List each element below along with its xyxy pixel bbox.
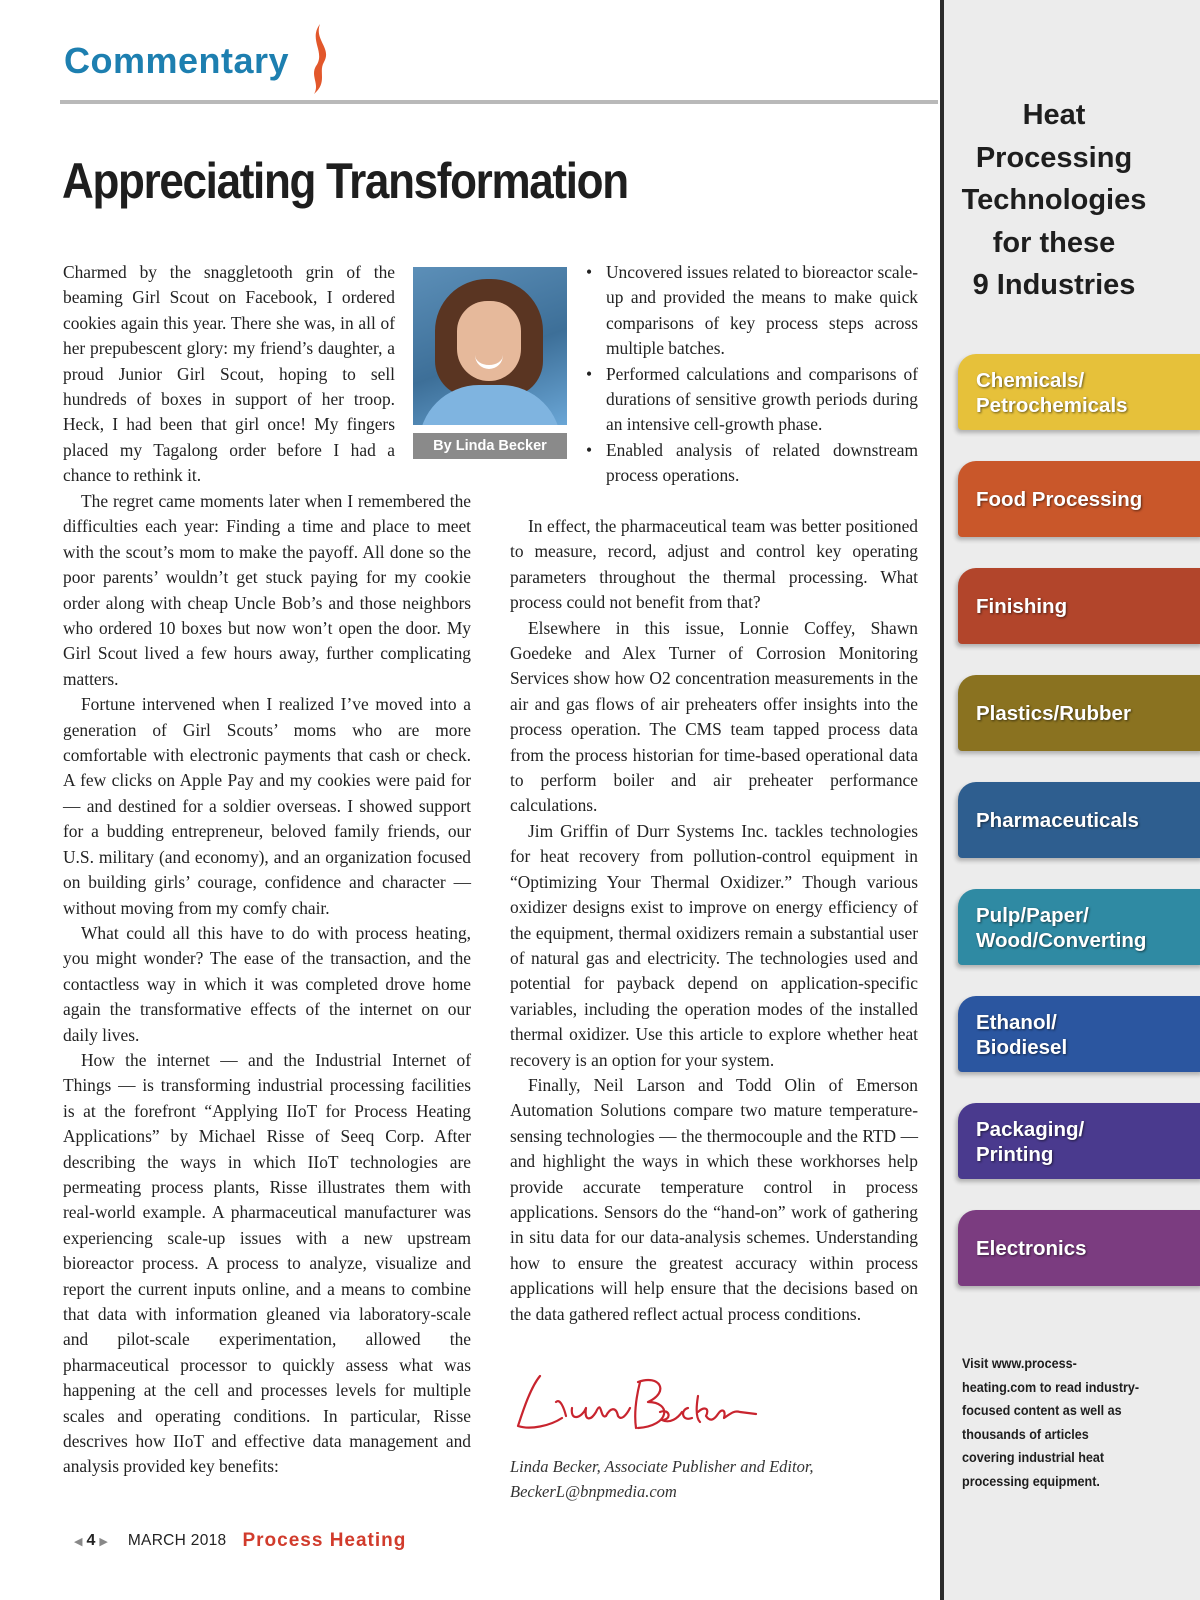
triangle-right-icon: ▶	[99, 1535, 108, 1548]
signature-caption: Linda Becker, Associate Publisher and Editor, BeckerL@bnpmedia.com	[510, 1454, 814, 1504]
list-item: • Uncovered issues related to bioreactor scale-up and provided the means to make quick comparisons of key process steps across multiple batches.	[586, 262, 918, 359]
industry-tab-label: Food Processing	[976, 488, 1143, 511]
industry-tab-label: Petrochemicals	[976, 394, 1128, 417]
author-photo	[413, 267, 567, 425]
industry-tab-label: Printing	[976, 1143, 1054, 1166]
industry-tab-label: Finishing	[976, 595, 1068, 618]
body-paragraph: Elsewhere in this issue, Lonnie Coffey, Shawn Goedeke and Alex Turner of Corrosion Monitoring Services show how O2 concentration measurements in the air and gas flows of air preheaters offer insights into the process operation. The CMS team tapped process data from the process historian for time-based operational data to perform boiler and air preheater performance calculations.	[510, 617, 918, 816]
industry-tab	[958, 996, 1200, 1072]
right-column	[510, 514, 918, 1327]
benefits-list	[586, 260, 918, 489]
body-paragraph: Jim Griffin of Durr Systems Inc. tackles technologies for heat recovery from pollution-control equipment in “Optimizing Your Thermal Oxidizer.” Though various oxidizer designs exist to improve on energy efficiency of the equipment, thermal oxidizers remain a substantial user of natural gas and electricity. The technologies used and potential for payback depend on application-specific variables, including the operation modes of the installed thermal oxidizer. Use this article to explore whether heat recovery is an option for your system.	[510, 820, 918, 1070]
body-paragraph: In effect, the pharmaceutical team was better positioned to measure, record, adjust and control key operating parameters throughout the thermal processing. What process could not benefit from that?	[510, 516, 918, 613]
industry-tab	[958, 889, 1200, 965]
page-footer	[74, 1528, 406, 1554]
industry-tab	[958, 354, 1200, 430]
list-item: • Enabled analysis of related downstream process operations.	[586, 439, 918, 486]
body-paragraph: Finally, Neil Larson and Todd Olin of Emerson Automation Solutions compare two mature temperature-sensing technologies — the thermocouple and the RTD — and highlight the ways in which these workhorses help provide accurate temperature control in process applications. Sensors do the “hand-on” work of gathering in situ data for our data-analysis schemes. Understanding how to ensure the greatest accuracy within process applications will help ensure that the decisions based on the data gathered reflect actual process conditions.	[510, 1074, 918, 1324]
industries-sidebar	[940, 0, 1200, 1600]
author-email: BeckerL@bnpmedia.com	[510, 1482, 677, 1501]
signature	[510, 1368, 760, 1438]
body-paragraph: What could all this have to do with process heating, you might wonder? The ease of the transaction, and the contactless way in which it was completed drove home again the transformative effects of the internet on our daily lives.	[63, 922, 471, 1045]
sidebar-note: Visit www.process-heating.com to read industry-focused content as well as thousands of articles covering industrial heat processing equipment.	[962, 1355, 1140, 1489]
industry-tab	[958, 782, 1200, 858]
bullet-icon: •	[586, 439, 593, 460]
article-title: Appreciating Transformation	[62, 153, 628, 209]
bullet-icon: •	[586, 262, 593, 282]
industry-tab	[958, 1103, 1200, 1179]
body-paragraph: Fortune intervened when I realized I’ve moved into a generation of Girl Scouts’ moms who are more comfortable with electronic payments that cash or check. A few clicks on Apple Pay and my cookies were paid for — and destined for a soldier overseas. I showed support for a budding entrepreneur, beloved family friends, our U.S. military (and economy), and an organization focused on building girls’ courage, confidence and character — without moving from my comfy chair.	[63, 694, 471, 918]
industry-tab-label: Wood/Converting	[976, 929, 1147, 952]
industry-tab-label: Biodiesel	[976, 1036, 1068, 1059]
header-divider	[60, 100, 938, 104]
industry-tab-label: Plastics/Rubber	[976, 702, 1131, 725]
magazine-name: Process Heating	[242, 1530, 407, 1551]
industry-tab	[958, 1210, 1200, 1286]
industry-tab-label: Pulp/Paper/	[976, 904, 1089, 927]
industry-tab-label: Packaging/	[976, 1118, 1085, 1141]
intro-paragraph: Charmed by the snaggletooth grin of the beaming Girl Scout on Facebook, I ordered cookies again this year. There she was, in all of her prepubescent glory: my friend’s daughter, a proud Junior Girl Scout, hoping to sell hundreds of boxes in support of her troop. Heck, I had been that girl once! My fingers placed my Tagalong order before I had a chance to rethink it.	[63, 262, 395, 486]
industry-tab	[958, 461, 1200, 537]
sidebar-title: Heat Processing Technologies for these 9 Industries	[961, 99, 1147, 301]
list-item: • Performed calculations and comparisons of durations of sensitive growth periods during an intensive cell-growth phase.	[586, 363, 918, 435]
body-paragraph: The regret came moments later when I remembered the difficulties each year: Finding a time and place to meet with the scout’s mom to make the payoff. All done so the poor parents’ wouldn’t get stuck paying for my cookie order along with cheap Uncle Bob’s and those neighbors who ordered 10 boxes but now won’t open the door. My Girl Scout lived a few hours away, further complicating matters.	[63, 491, 471, 689]
bullet-icon: •	[586, 363, 593, 384]
page-number: 4	[86, 1532, 96, 1549]
section-label: Commentary	[64, 40, 290, 81]
flame-icon	[304, 22, 330, 96]
industry-tab-label: Chemicals/	[976, 369, 1085, 392]
left-column	[63, 489, 471, 1480]
industry-tab-label: Pharmaceuticals	[976, 809, 1139, 832]
body-paragraph: How the internet — and the Industrial Internet of Things — is transforming industrial processing facilities is at the forefront “Applying IIoT for Process Heating Applications” by Michael Risse of Seeq Corp. After describing the ways in which IIoT technologies are permeating process plants, Risse illustrates them with real-world example. A pharmaceutical manufacturer was experiencing scale-up issues with a new upstream bioreactor process. A process to analyze, visualize and report the current inputs online, and a means to combine that data with information gleaned via laboratory-scale and pilot-scale experimentation, allowed the pharmaceutical processor to quickly assess what was happening at the cell and processes levels for multiple scales and operating conditions. In particular, Risse descrives how IIoT and effective data management and analysis provided key benefits:	[63, 1049, 471, 1477]
industry-tab	[958, 568, 1200, 644]
industry-tab-label: Ethanol/	[976, 1011, 1057, 1034]
issue-date: MARCH 2018	[127, 1532, 227, 1549]
author-byline: By Linda Becker	[413, 433, 567, 459]
triangle-left-icon: ◀	[74, 1535, 83, 1548]
intro-column	[63, 260, 395, 489]
industry-tab-label: Electronics	[976, 1237, 1087, 1260]
industry-tab	[958, 675, 1200, 751]
